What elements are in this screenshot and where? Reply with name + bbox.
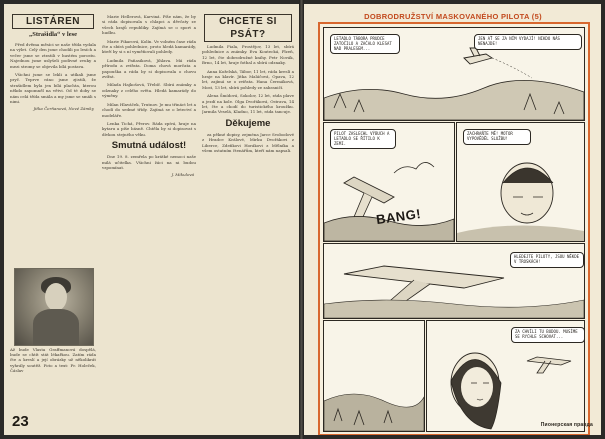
- speech-bubble: ZACHRAŇTE MĚ! MOTOR VYPOVĚDĚL SLUŽBU!: [463, 129, 531, 145]
- comic-panel-2: [323, 122, 455, 242]
- speech-bubble: PILOT ZASLECHL VÝBUCH A LETADLO SE ŘÍTILO K ZEMI.: [330, 129, 396, 149]
- speech-bubble: HLEDEJTE PILOTY, JSOU NĚKDE V TROSKÁCH!: [510, 252, 584, 268]
- penpal-entry: Milada Hajkošová, Třebíč. Sbírá známky a odznaky z celého světa. Hledá kamarády do výměny.: [102, 82, 196, 99]
- penpal-entry: Ludmila Paňasiková, Jihlava. Má ráda přírodu a zvířata. Doma chová morčata a papouška a ráda by si dopisovala o chovu zvířat.: [102, 57, 196, 80]
- penpal-listing: Alena Šmídová, Sokolov, 12 let, ráda plave a jezdí na kole. Olga Dvořáková, Ostrava, 14 let, čte a chodí do turistického kroužku. Jarmila Veselá, Kladno, 11 let, ráda tancuje.: [202, 93, 294, 115]
- penpal-listing: Ludmila Fiala, Prostějov, 13 let, sbírá pohlednice a známky. Eva Koutecká, Plzeň, 12 let, čte dobrodružné knihy. Petr Novák, Brno, 14 let, hraje fotbal a sbírá odznaky.: [202, 44, 294, 66]
- comic-panel-5: [323, 320, 425, 432]
- thanks-text: za pěkné dopisy, zejména Jarce Svobodové z Hradce Králové, Mirku Dvořákovi z Liberce, Zdeňkovi Horákovi z Mělníka a všem ostatním čtenářům, kteří nám napsali.: [202, 131, 294, 154]
- right-page: [304, 4, 601, 435]
- listaren-title: LISTÁREN: [12, 14, 94, 29]
- speech-bubble: ZA CHVÍLI TU BUDOU. MUSÍME SE RYCHLE SCHOVAT...: [511, 327, 585, 343]
- notice-text: Dne 19. 8. zemřela po krátké nemoci naše milá učitelka. Všichni žáci na ni budou vzpomínat.: [102, 154, 196, 170]
- comic-panel-4: [323, 243, 585, 319]
- speech-bubble: LETADLO TÁBORA PRUDCE ZATOČILO A ZAČALO KLESAT NAD PRALESEM...: [330, 34, 400, 54]
- photo-body: [33, 309, 79, 345]
- narration-text-drawing: [324, 321, 424, 431]
- reader-photo: [14, 268, 94, 346]
- penpal-title: CHCETE SI PSÁT?: [204, 14, 292, 42]
- story-paragraph: Před dvěma měsíci se naše třída vydala na výlet. Celý den jsme chodili po lesích a večer jsme se ztratili v hustém porostu. Najednou jsme uslyšeli podivné zvuky a mezi stromy se objevila bílá postava.: [10, 42, 96, 69]
- column-penpals: [102, 14, 196, 409]
- column-chcete-si-psat: [202, 14, 294, 406]
- left-page: [4, 4, 299, 435]
- page-number: 23: [12, 413, 29, 430]
- sound-effect-bang: BANG!: [375, 205, 422, 228]
- penpal-entry: Marie Hellerová, Karviná. Píše nám, že by si ráda dopisovala s chlapci a děvčaty ze všech krajů republiky. Zajímá se o sport a hudbu.: [102, 14, 196, 36]
- penpal-entry: Lenka Tichá, Přerov. Ráda zpívá, hraje na kytaru a píše básně. Chtěla by si dopisovat s dívkou stejného věku.: [102, 120, 196, 137]
- story-signature: Jitka Čerňanová, Nové Zámky: [33, 106, 94, 112]
- comic-panel-6: [426, 320, 585, 432]
- story-subtitle: „Strašidla“ v lese: [28, 31, 78, 38]
- notice-heading: Smutná událost!: [111, 140, 187, 152]
- penpal-listing: Anna Koželská, Tábor, 11 let, ráda kreslí a hraje na klavír. Jitka Maláčová, Opava, 12 let, zajímá se o zvířata. Hana Čermáková, Most, 13 let, sbírá pohledy ze zahraničí.: [202, 68, 294, 90]
- speech-bubble: JEN AŤ SE ZA NÍM VYDAJÍ! NIKDO NÁS NENAJDE!: [474, 34, 582, 50]
- page-footer: Пионерская правда: [540, 422, 593, 428]
- penpal-entry: Marie Fikarová, Kolín. Ve volném čase ráda čte a sbírá pohlednice, proto hledá kamarády, kteří by si s ní vyměňovali pohledy.: [102, 38, 196, 55]
- comic-panel-1: [323, 27, 585, 121]
- thanks-heading: Děkujeme: [225, 117, 271, 129]
- story-paragraph: Všichni jsme se lekli a utíkali jsme pryč. Teprve ráno jsme zjistili, že strašidlem byla jen bílá plachta, kterou někdo zapomněl na větvi. Od té doby se nám celá třída smála a my jsme se smáli s nimi.: [10, 72, 96, 105]
- photo-caption: Až bude Vlasta Graffmanová dospělá, bude se chtít stát lékařkou. Zatím ráda čte a kreslí a její obrázky už několikrát vyhrály soutěž. Foto a text: Fr. Holeček, Čáslav: [10, 347, 96, 373]
- comic-frame: [318, 22, 590, 435]
- penpal-entry: Milan Hlaváček, Trutnov. Je mu třináct let a chodí do sedmé třídy. Zajímá se o letectví a modeláře.: [102, 101, 196, 118]
- photo-face: [45, 283, 67, 311]
- comic-title: DOBRODRUŽSTVÍ MASKOVANÉHO PILOTA (5): [364, 12, 542, 21]
- notice-signature: J. Mikulová: [171, 172, 194, 178]
- comic-panel-3: [456, 122, 585, 242]
